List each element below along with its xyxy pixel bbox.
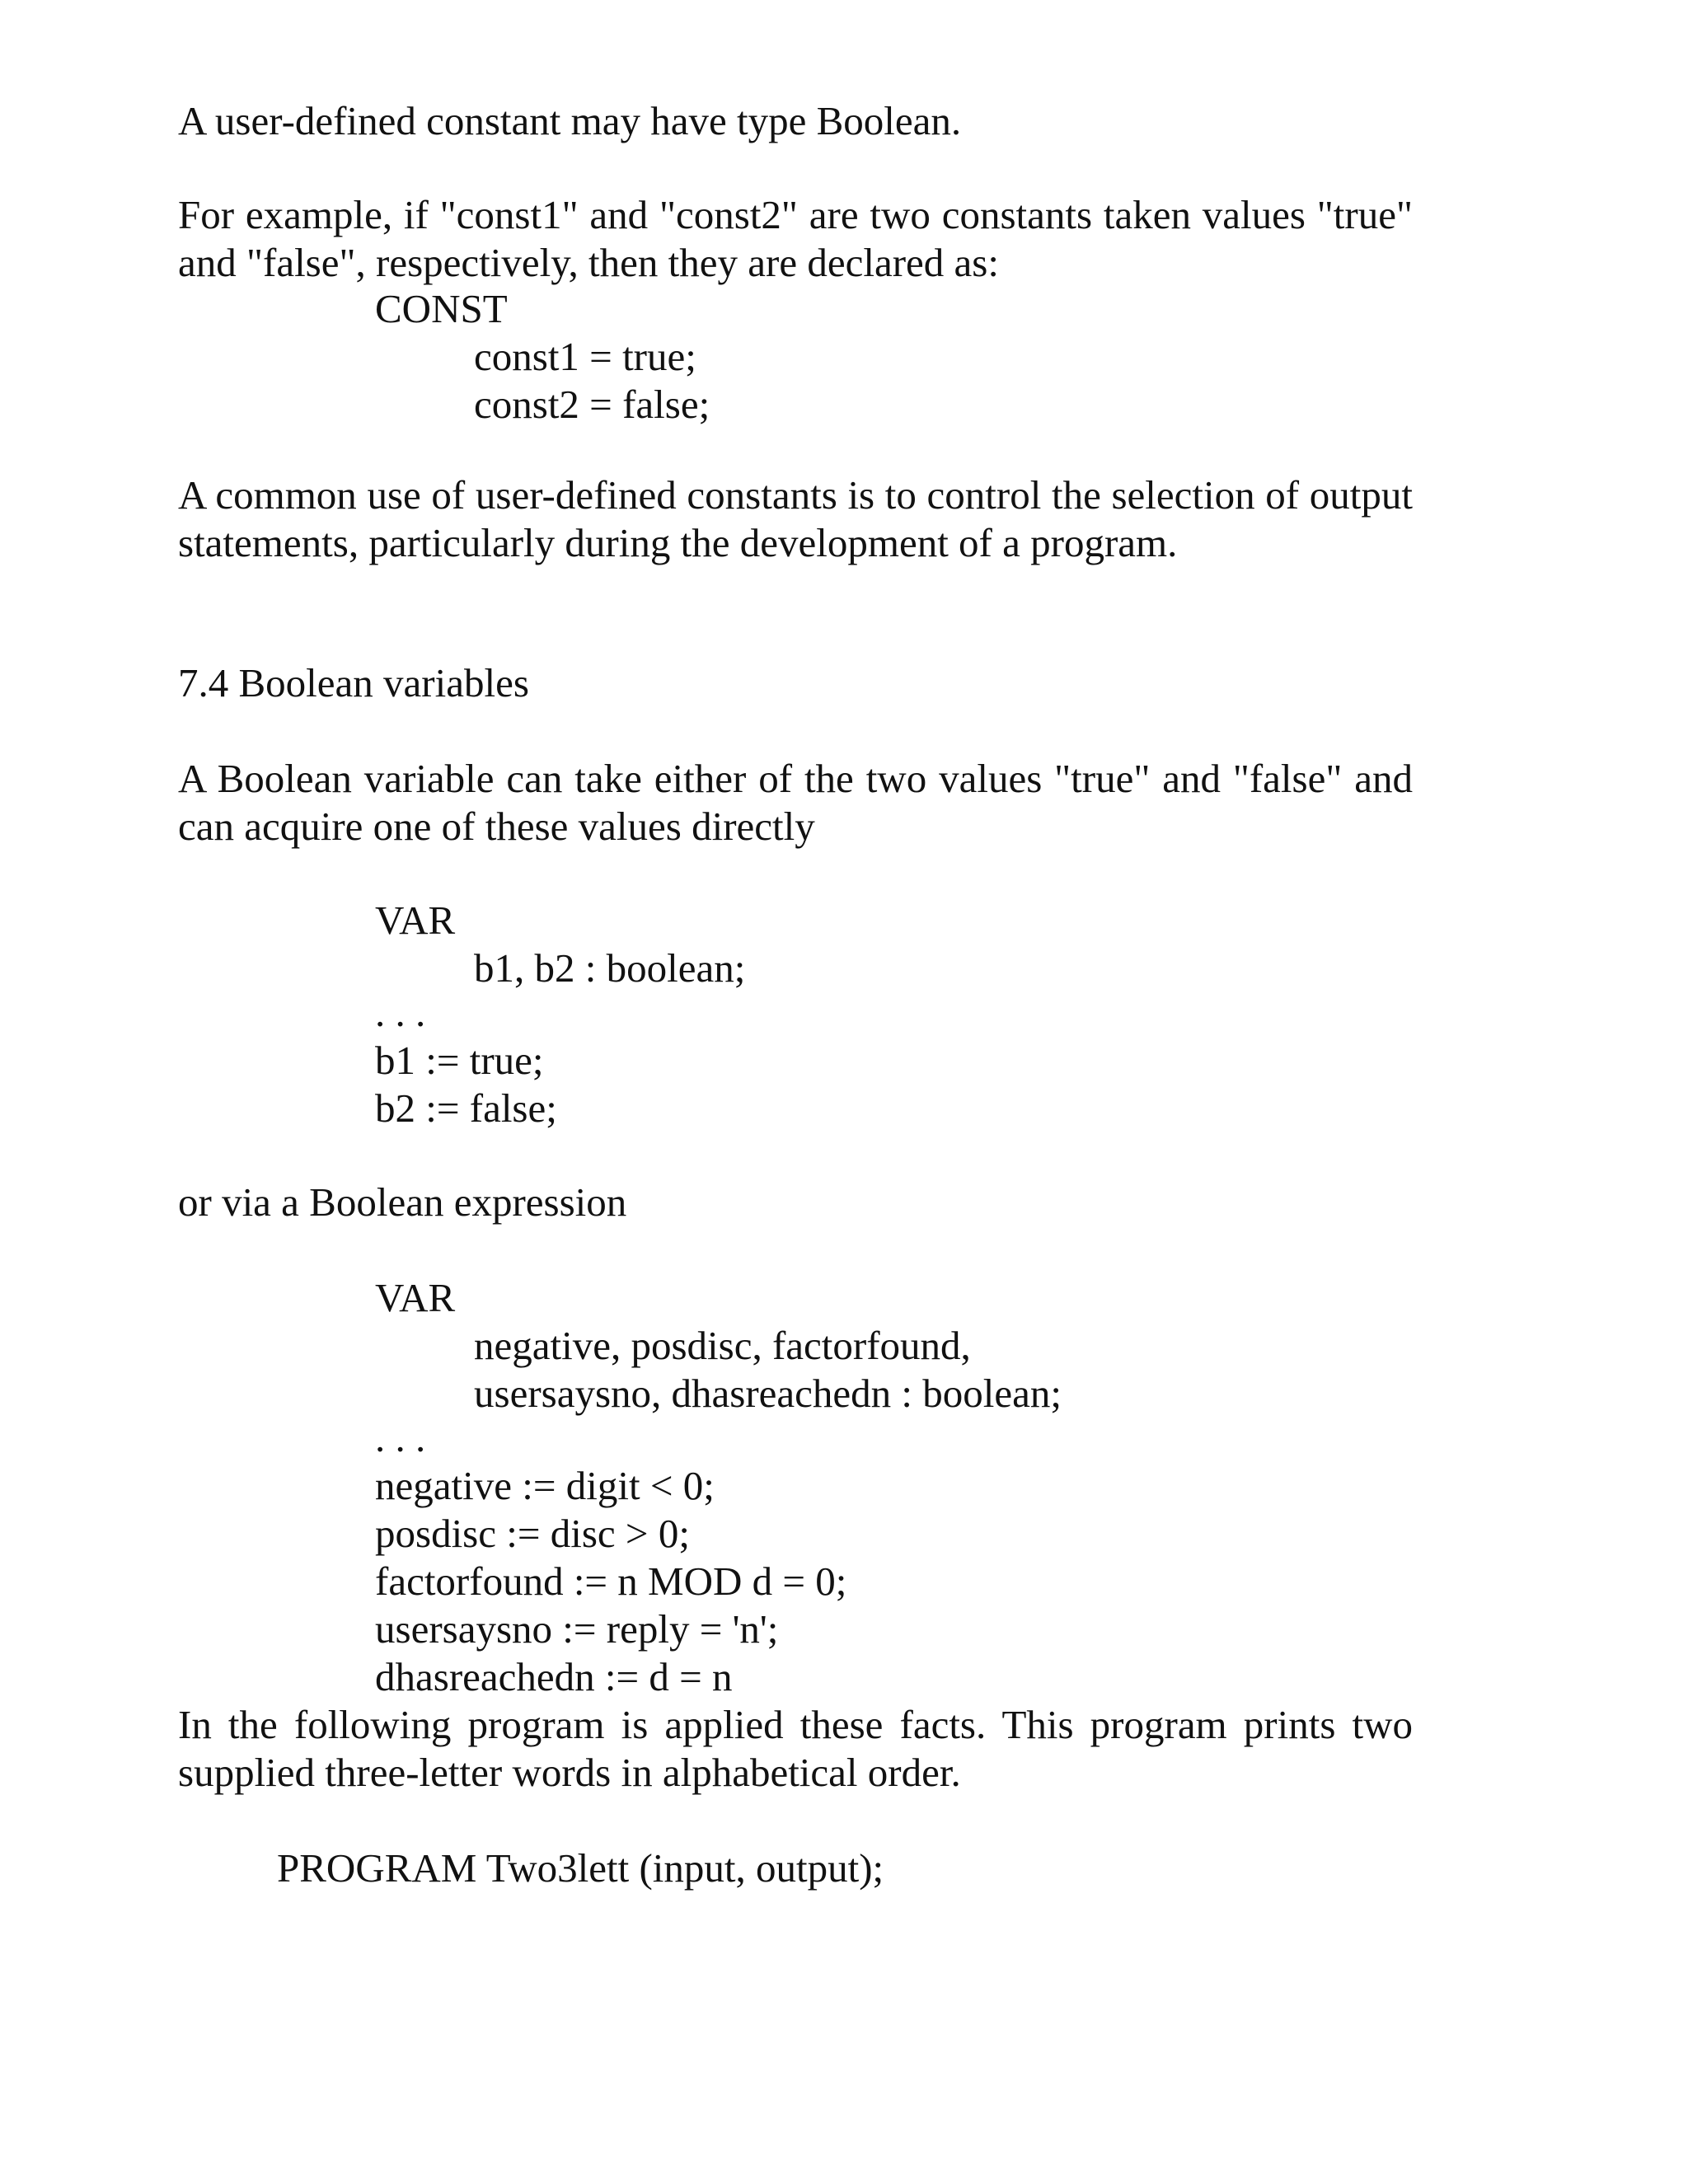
code-var-declaration-line-1: negative, posdisc, factorfound,: [474, 1323, 971, 1368]
section-heading: 7.4 Boolean variables: [178, 660, 529, 705]
code-negative-assignment: negative := digit < 0;: [375, 1463, 715, 1508]
code-const-keyword: CONST: [375, 286, 508, 331]
code-ellipsis-2: . . .: [375, 1415, 426, 1460]
code-dhasreachedn-assignment: dhasreachedn := d = n: [375, 1654, 733, 1699]
code-ellipsis: . . .: [375, 990, 426, 1035]
paragraph-example: For example, if "const1" and "const2" are two constants taken values "true" and "false", respectively, then they are declared as:: [178, 192, 1413, 285]
code-b1-assignment: b1 := true;: [375, 1038, 544, 1083]
code-b2-assignment: b2 := false;: [375, 1085, 557, 1131]
code-var-keyword: VAR: [375, 898, 456, 943]
paragraph-common-use: A common use of user-defined constants is to control the selection of output statements, particularly during the development of a program.: [178, 472, 1413, 565]
code-var-declaration: b1, b2 : boolean;: [474, 945, 746, 991]
code-posdisc-assignment: posdisc := disc > 0;: [375, 1511, 690, 1556]
code-var-keyword-2: VAR: [375, 1275, 456, 1320]
code-program-header: PROGRAM Two3lett (input, output);: [277, 1845, 884, 1891]
code-const2-line: const2 = false;: [474, 382, 710, 427]
code-var-declaration-line-2: usersaysno, dhasreachedn : boolean;: [474, 1371, 1062, 1416]
code-const1-line: const1 = true;: [474, 334, 696, 379]
paragraph-boolean-expression: or via a Boolean expression: [178, 1179, 627, 1225]
code-factorfound-assignment: factorfound := n MOD d = 0;: [375, 1558, 847, 1604]
code-usersaysno-assignment: usersaysno := reply = 'n';: [375, 1606, 779, 1652]
paragraph-boolean-constant: A user-defined constant may have type Boolean.: [178, 98, 962, 143]
paragraph-following-program: In the following program is applied these facts. This program prints two supplied three-letter words in alphabetical order.: [178, 1702, 1413, 1795]
paragraph-boolean-variable: A Boolean variable can take either of the two values "true" and "false" and can acquire one of these values directly: [178, 756, 1413, 849]
